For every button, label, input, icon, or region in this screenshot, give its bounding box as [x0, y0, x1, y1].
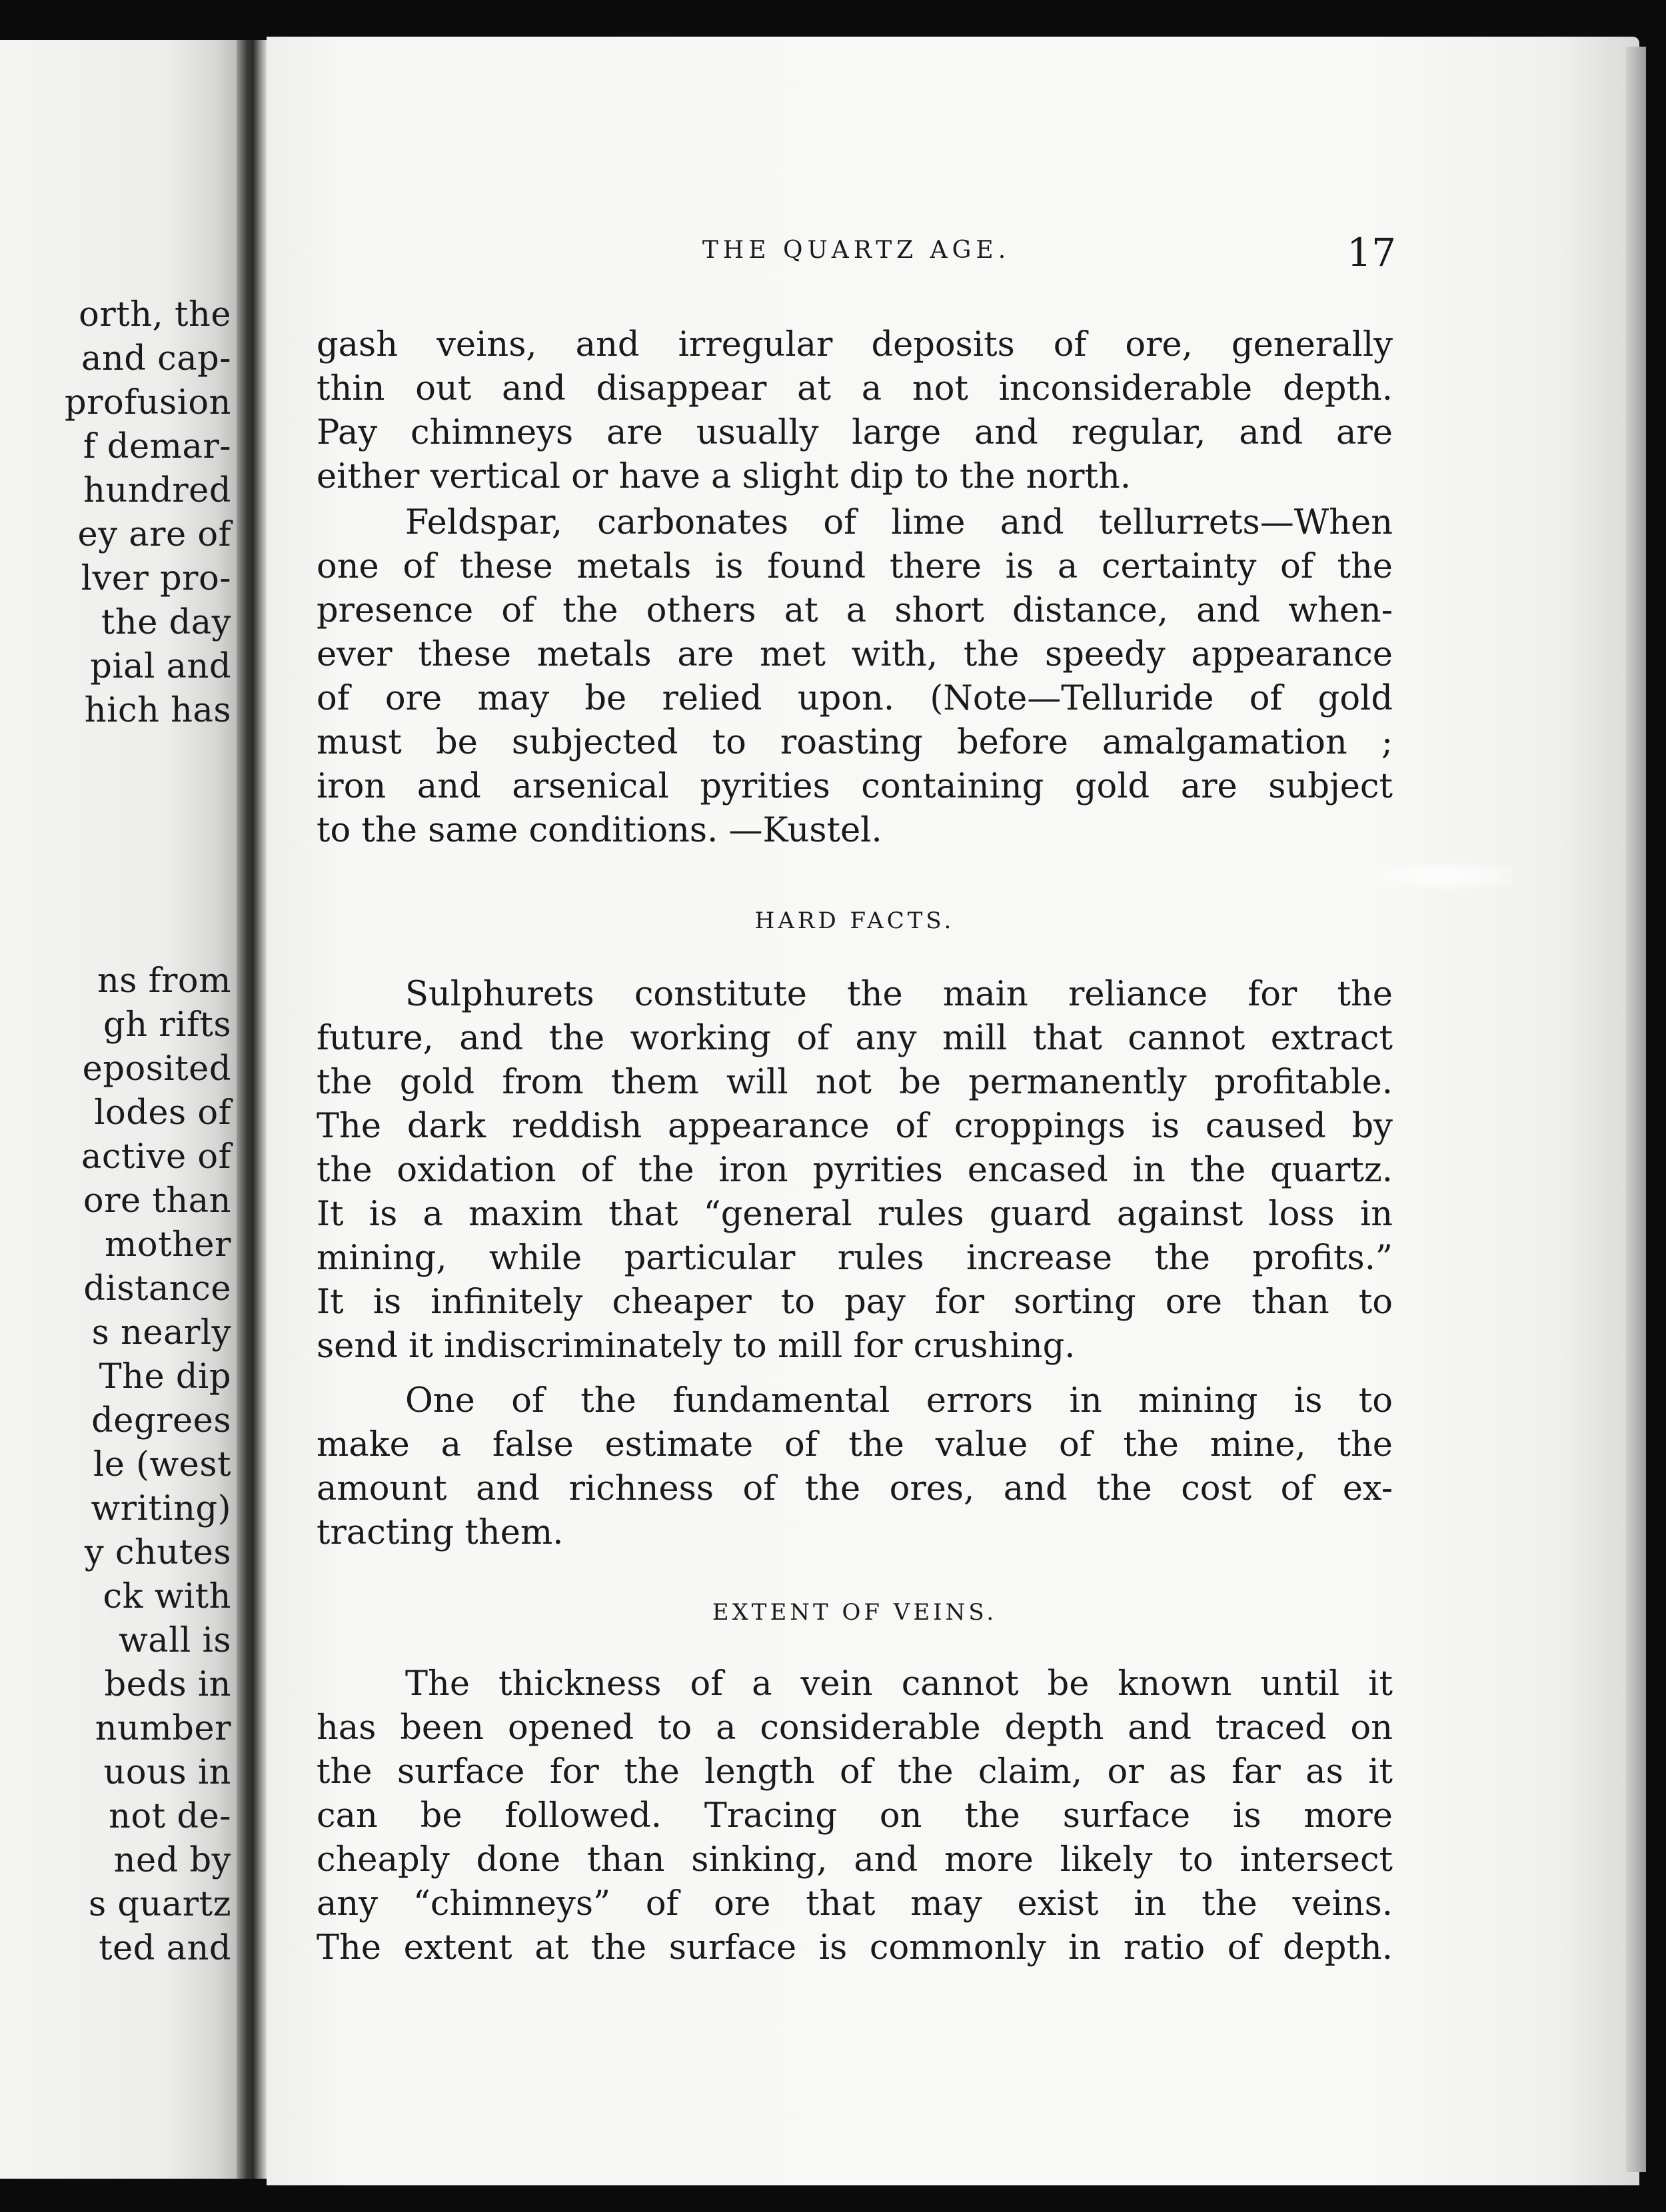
left-line: beds in	[104, 1665, 231, 1704]
paragraph-line: the oxidation of the iron pyrities encased in the quartz.	[317, 1151, 1393, 1190]
left-line: active of	[81, 1137, 231, 1177]
paragraph-line: future, and the working of any mill that cannot extract	[317, 1019, 1393, 1058]
left-line: distance	[83, 1269, 231, 1309]
left-line: f demar-	[83, 427, 231, 466]
left-line: the day	[101, 603, 231, 642]
left-line: gh rifts	[103, 1005, 231, 1045]
left-line: s nearly	[91, 1313, 231, 1353]
left-line: profusion	[65, 383, 231, 422]
paragraph-line: ever these metals are met with, the speedy appearance	[317, 635, 1393, 674]
left-line: lodes of	[94, 1093, 231, 1133]
paragraph-line: presence of the others at a short distance, and when-	[317, 591, 1393, 630]
left-line: ns from	[97, 961, 231, 1001]
left-line: ck with	[103, 1577, 231, 1616]
paragraph-line: one of these metals is found there is a certainty of the	[317, 547, 1393, 586]
paragraph-line: send it indiscriminately to mill for crushing.	[317, 1327, 1076, 1366]
section-heading-hard-facts: HARD FACTS.	[754, 907, 955, 934]
left-line: le (west	[93, 1445, 231, 1484]
left-line: lver pro-	[81, 559, 231, 598]
left-line: mother	[105, 1225, 231, 1265]
paragraph-line: The thickness of a vein cannot be known until it	[405, 1664, 1393, 1704]
paragraph-line: The dark reddish appearance of croppings is caused by	[317, 1107, 1393, 1146]
left-line: not de-	[109, 1797, 231, 1836]
paragraph-line: must be subjected to roasting before amalgamation ;	[317, 723, 1393, 762]
book-gutter	[237, 40, 267, 2179]
left-line: and cap-	[81, 339, 231, 378]
left-line: eposited	[82, 1049, 231, 1089]
paragraph-line: Sulphurets constitute the main reliance for the	[405, 975, 1393, 1014]
paragraph-line: gash veins, and irregular deposits of ore, generally	[317, 325, 1393, 364]
left-line: writing)	[91, 1489, 231, 1528]
paragraph-line: to the same conditions. —Kustel.	[317, 811, 882, 850]
paragraph-line: tracting them.	[317, 1513, 564, 1552]
left-line: degrees	[91, 1401, 231, 1440]
left-line: hundred	[83, 471, 231, 510]
left-line: hich has	[84, 691, 231, 730]
left-line: uous in	[103, 1753, 231, 1792]
left-line: ey are of	[77, 515, 231, 554]
left-line: orth, the	[79, 295, 231, 334]
left-line: The dip	[99, 1357, 231, 1396]
paragraph-line: amount and richness of the ores, and the cost of ex-	[317, 1469, 1393, 1508]
paragraph-line: iron and arsenical pyrities containing gold are subject	[317, 767, 1393, 806]
paragraph-line: mining, while particular rules increase the profits.”	[317, 1239, 1393, 1278]
left-line: y chutes	[84, 1533, 231, 1572]
running-head: THE QUARTZ AGE.	[702, 237, 1011, 264]
paragraph-line: either vertical or have a slight dip to the north.	[317, 457, 1132, 496]
page-number: 17	[1347, 230, 1396, 275]
paragraph-line: cheaply done than sinking, and more likely to intersect	[317, 1840, 1393, 1880]
left-line: ore than	[83, 1181, 231, 1221]
paragraph-line: can be followed. Tracing on the surface is more	[317, 1796, 1393, 1836]
paragraph-line: It is infinitely cheaper to pay for sorting ore than to	[317, 1283, 1393, 1322]
paragraph-line: One of the fundamental errors in mining is to	[405, 1381, 1393, 1420]
paragraph-line: of ore may be relied upon. (Note—Telluride of gold	[317, 679, 1393, 718]
paragraph-line: the gold from them will not be permanently profitable.	[317, 1063, 1393, 1102]
paragraph-line: Pay chimneys are usually large and regular, and are	[317, 413, 1393, 452]
left-line: number	[95, 1709, 231, 1748]
paragraph-line: thin out and disappear at a not inconsiderable depth.	[317, 369, 1393, 408]
section-heading-extent-of-veins: EXTENT OF VEINS.	[712, 1599, 998, 1626]
page-edge	[1626, 47, 1646, 2172]
left-line: ned by	[113, 1841, 231, 1880]
paper-blemish	[1379, 863, 1513, 889]
paragraph-line: make a false estimate of the value of the mine, the	[317, 1425, 1393, 1464]
paragraph-line: any “chimneys” of ore that may exist in the veins.	[317, 1884, 1393, 1924]
left-line: ted and	[99, 1929, 231, 1968]
paragraph-line: It is a maxim that “general rules guard against loss in	[317, 1195, 1393, 1234]
paragraph-line: the surface for the length of the claim, or as far as it	[317, 1752, 1393, 1792]
left-line: wall is	[119, 1621, 231, 1660]
paragraph-line: Feldspar, carbonates of lime and tellurrets—When	[405, 503, 1393, 542]
paragraph-line: The extent at the surface is commonly in ratio of depth.	[317, 1928, 1393, 1967]
paragraph-line: has been opened to a considerable depth and traced on	[317, 1708, 1393, 1748]
left-line: s quartz	[88, 1885, 231, 1924]
left-line: pial and	[90, 647, 231, 686]
previous-page-fragment	[0, 40, 237, 2179]
